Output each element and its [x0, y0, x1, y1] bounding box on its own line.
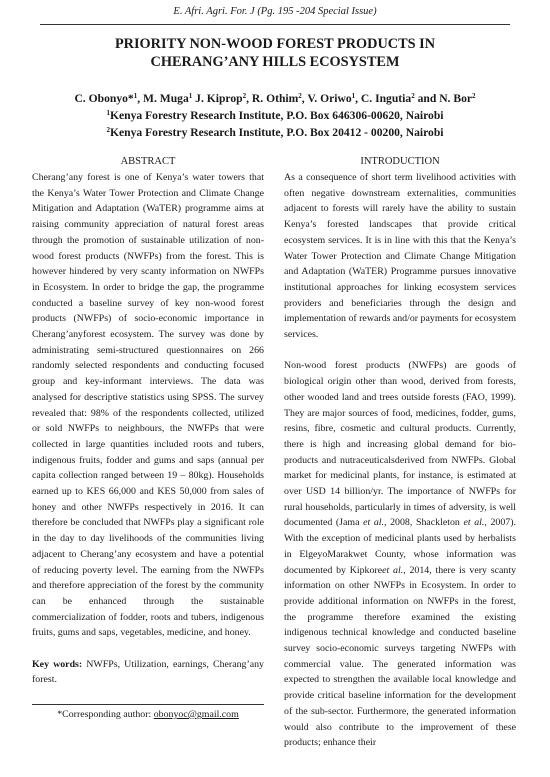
keywords-label: Key words:	[32, 658, 83, 670]
author: J. Kiprop$^2$	[195, 92, 247, 105]
paper-title	[30, 35, 520, 71]
author: C. Ingutia$^2$	[360, 92, 415, 105]
author: M. Muga$^1$	[143, 92, 193, 105]
author: N. Bor$^2$	[439, 92, 476, 105]
left-column	[32, 154, 264, 688]
corresponding-author-footnote: *Corresponding author: obonyoc@gmail.com	[57, 709, 239, 720]
abstract-text: Cherang’any forest is one of Kenya’s water towers that the Kenya’s Water Tower Protection and Climate Change Mitigation and Adaptation (WaTER) programme aims at raising community appreciation of natural forest areas through the promotion of sustainable utilization of non-wood forest products (NWFPs) from the forest. This is however hindered by very scanty information on NWFPs in Ecosystem. In order to bridge the gap, the programme conducted a baseline survey of key non-wood forest products (NWFPs) of socio-economic importance in Cherang’anyforest ecosystem. The survey was done by administrating semi-structured questionnaires on 266 randomly selected respondents and conducting focused group and key-informant interviews. The data was analysed for descriptive statistics using SPSS. The survey revealed that: 98% of the respondents collected, utilized or sold NWFPs to neighbours, the NWFPs that were collected in large quantities included roots and tubers, indigenous fruits, fodder and gums and saps (annual per capita collection ranged between 19 – 80kg). Households earned up to KES 66,000 and KES 50,000 from sales of honey and other NWFPs respectively in 2016. It can therefore be concluded that NWFPs play a significant role in the day to day livelihoods of the communities living adjacent to Cherang’any ecosystem and have a potential of reducing poverty level. The earning from the NWFPs and therefore appreciation of the forest by the community can be enhanced through the sustainable commercialization of fodder, roots and tubers, indigenous fruits, gums and saps, vegetables, medicine, and honey.	[32, 172, 264, 639]
title-line-2: CHERANG’ANY HILLS ECOSYSTEM	[150, 54, 400, 70]
author: R. Othim$^2$	[251, 92, 302, 105]
affiliation-1: $^1$Kenya Forestry Research Institute, P.O. Box 646306-00620, Nairobi	[106, 109, 444, 122]
title-line-1: PRIORITY NON-WOOD FOREST PRODUCTS IN	[114, 36, 436, 52]
keywords-text: NWFPs, Utilization, earnings, Cherang’any forest.	[32, 658, 264, 686]
author-list: C. Obonyo*$^1$, M. Muga$^1$ J. Kiprop$^2$, R. Othim$^2$, V. Oriwo$^1$, C. Ingutia$^2$ and N. Bor$^2$	[74, 92, 476, 105]
footnote-rule	[32, 704, 264, 705]
affiliation-2: $^2$Kenya Forestry Research Institute, P.O. Box 20412 - 00200, Nairobi	[106, 126, 444, 139]
abstract-heading: ABSTRACT	[120, 156, 176, 167]
right-column	[284, 154, 516, 751]
introduction-paragraph-1: As a consequence of short term livelihood activities with often negative downstream externalities, communities adjacent to forests will rarely have the ability to sustain Kenya’s forested landscapes that provide critical ecosystem services. It is in line with this that the Kenya’s Water Tower Protection and Climate Change Mitigation and Adaptation (WaTER) Programme pursues innovative institutional approaches for linking ecosystem services providers and beneficiaries through the design and implementation of rewards and/or payments for ecosystem services.	[284, 172, 516, 341]
header-rule	[40, 24, 510, 25]
author: C. Obonyo*$^1$	[74, 92, 138, 105]
keywords	[32, 657, 264, 688]
author-email-link[interactable]: obonyoc@gmail.com	[153, 709, 239, 720]
introduction-paragraph-2: Non-wood forest products (NWFPs) are goods of biological origin other than wood, derived from forests, other wooded land and trees outside forests (FAO, 1999). They are major sources of food, medicines, fodder, gums, resins, fibre, cosmetic and cultural products. Currently, there is high and increasing global demand for bio-products and nutraceuticalsderived from NWFPs. Global market for medicinal plants, for instance, is estimated at over USD 14 billion/yr. The importance of NWFPs for rural households, particularly in times of adversity, is well documented (Jama et al., 2008, Shackleton et al., 2007). With the exception of medicinal plants used by herbalists in ElgeyoMarakwet County, whose information was documented by Kipkoreet al., 2014, there is very scanty information on other NWFPs in Ecosystem. In order to provide additional information on NWFPs in the forest, the programme therefore examined the existing indigenous technical knowledge and conducted baseline survey socio-economic surveys targeting NWFPs with commercial value. The generated information was expected to strengthen the available local knowledge and provide critical baseline information for the development of the sub-sector. Furthermore, the generated information would also contribute to the improvement of these products; enhance their	[284, 360, 517, 749]
introduction-heading: INTRODUCTION	[360, 156, 440, 167]
running-head: E. Afri. Agri. For. J (Pg. 195 -204 Special Issue)	[173, 6, 377, 17]
author: V. Oriwo$^1$	[307, 92, 356, 105]
